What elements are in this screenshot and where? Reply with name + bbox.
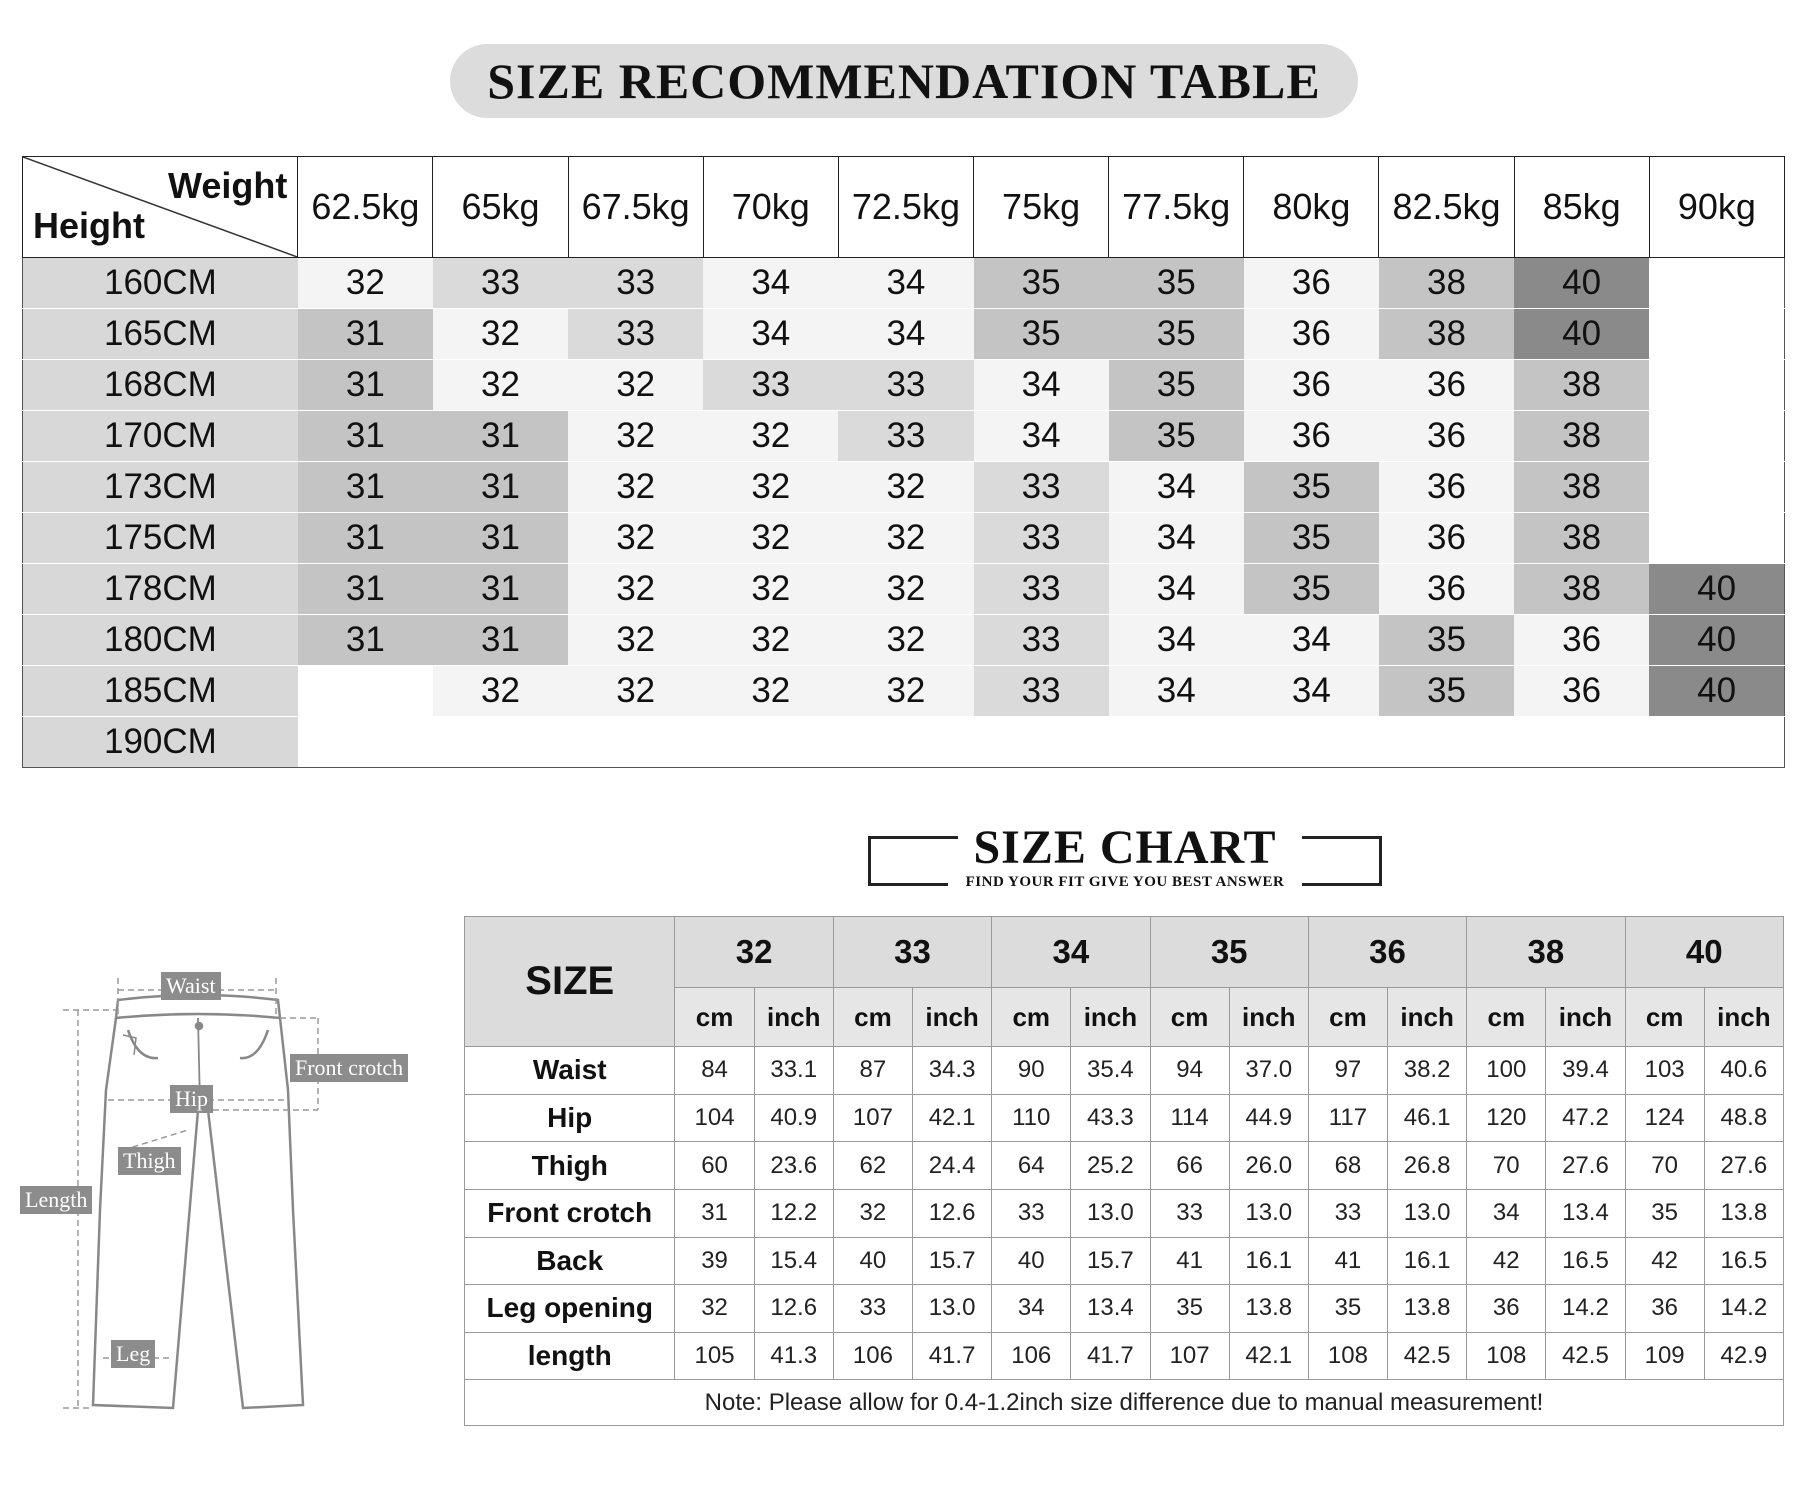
recommended-size-cell: 35 bbox=[974, 258, 1109, 309]
height-row bbox=[23, 717, 1785, 768]
measurement-value: 34 bbox=[1467, 1189, 1546, 1237]
height-label: 160CM bbox=[23, 258, 298, 309]
recommended-size-cell: 35 bbox=[974, 309, 1109, 360]
recommendation-title-banner bbox=[450, 44, 1358, 118]
recommended-size-cell bbox=[1514, 717, 1649, 768]
recommended-size-cell: 38 bbox=[1514, 360, 1649, 411]
height-label: 190CM bbox=[23, 717, 298, 768]
recommended-size-cell bbox=[1649, 717, 1784, 768]
recommended-size-cell: 31 bbox=[298, 513, 433, 564]
recommended-size-cell bbox=[1379, 717, 1514, 768]
measurement-value: 13.0 bbox=[1229, 1189, 1308, 1237]
front-crotch-label: Front crotch bbox=[290, 1054, 408, 1082]
measurement-value: 36 bbox=[1625, 1285, 1704, 1333]
measurement-value: 13.4 bbox=[1071, 1285, 1150, 1333]
measurement-value: 100 bbox=[1467, 1047, 1546, 1095]
measurement-value: 120 bbox=[1467, 1094, 1546, 1142]
measurement-value: 107 bbox=[1150, 1332, 1229, 1380]
measurement-name: Back bbox=[465, 1237, 675, 1285]
recommended-size-cell: 33 bbox=[838, 411, 973, 462]
recommended-size-cell: 34 bbox=[1109, 615, 1244, 666]
measurement-name: Hip bbox=[465, 1094, 675, 1142]
height-label: 168CM bbox=[23, 360, 298, 411]
note-row bbox=[465, 1380, 1784, 1426]
recommended-size-cell: 36 bbox=[1379, 360, 1514, 411]
measurement-value: 60 bbox=[675, 1142, 754, 1190]
pants-measurement-diagram bbox=[18, 960, 458, 1420]
recommended-size-cell: 35 bbox=[1109, 258, 1244, 309]
measurement-value: 33 bbox=[992, 1189, 1071, 1237]
measurement-value: 106 bbox=[833, 1332, 912, 1380]
hip-label: Hip bbox=[170, 1085, 213, 1113]
unit-header: inch bbox=[1229, 988, 1308, 1047]
height-label: 178CM bbox=[23, 564, 298, 615]
recommended-size-cell: 31 bbox=[298, 360, 433, 411]
recommended-size-cell: 31 bbox=[298, 615, 433, 666]
recommended-size-cell bbox=[1649, 258, 1784, 309]
weight-header: 70kg bbox=[703, 157, 838, 258]
height-label: 173CM bbox=[23, 462, 298, 513]
corner-cell bbox=[23, 157, 298, 258]
recommended-size-cell: 33 bbox=[433, 258, 568, 309]
measurement-value: 27.6 bbox=[1546, 1142, 1625, 1190]
recommended-size-cell: 34 bbox=[974, 360, 1109, 411]
measurement-value: 42.9 bbox=[1704, 1332, 1783, 1380]
recommended-size-cell: 40 bbox=[1649, 666, 1784, 717]
measurement-value: 16.5 bbox=[1704, 1237, 1783, 1285]
recommended-size-cell bbox=[1649, 462, 1784, 513]
recommended-size-cell: 32 bbox=[838, 513, 973, 564]
recommended-size-cell: 32 bbox=[433, 309, 568, 360]
measurement-value: 33 bbox=[833, 1285, 912, 1333]
measurement-value: 15.7 bbox=[1071, 1237, 1150, 1285]
unit-header: cm bbox=[1467, 988, 1546, 1047]
recommended-size-cell bbox=[838, 717, 973, 768]
recommended-size-cell: 33 bbox=[974, 462, 1109, 513]
recommended-size-cell: 33 bbox=[568, 258, 703, 309]
recommended-size-cell: 36 bbox=[1244, 360, 1379, 411]
recommended-size-cell: 31 bbox=[298, 309, 433, 360]
measurement-value: 103 bbox=[1625, 1047, 1704, 1095]
measurement-value: 42 bbox=[1625, 1237, 1704, 1285]
recommended-size-cell: 38 bbox=[1514, 564, 1649, 615]
measurement-value: 108 bbox=[1308, 1332, 1387, 1380]
measurement-name: length bbox=[465, 1332, 675, 1380]
measurement-name: Front crotch bbox=[465, 1189, 675, 1237]
weight-header: 72.5kg bbox=[838, 157, 973, 258]
recommended-size-cell: 34 bbox=[703, 309, 838, 360]
recommended-size-cell bbox=[974, 717, 1109, 768]
measurement-value: 41 bbox=[1308, 1237, 1387, 1285]
measurement-value: 37.0 bbox=[1229, 1047, 1308, 1095]
measurement-value: 94 bbox=[1150, 1047, 1229, 1095]
measurement-value: 12.6 bbox=[912, 1189, 991, 1237]
measurement-value: 107 bbox=[833, 1094, 912, 1142]
measurement-value: 33.1 bbox=[754, 1047, 833, 1095]
size-recommendation-table bbox=[22, 156, 1785, 768]
measurement-value: 87 bbox=[833, 1047, 912, 1095]
recommended-size-cell: 33 bbox=[568, 309, 703, 360]
recommended-size-cell: 34 bbox=[1244, 666, 1379, 717]
recommended-size-cell: 34 bbox=[1109, 513, 1244, 564]
measurement-value: 38.2 bbox=[1388, 1047, 1467, 1095]
weight-header-row bbox=[23, 157, 1785, 258]
recommended-size-cell: 36 bbox=[1244, 411, 1379, 462]
recommended-size-cell: 34 bbox=[703, 258, 838, 309]
measurement-value: 39.4 bbox=[1546, 1047, 1625, 1095]
recommended-size-cell: 34 bbox=[1109, 666, 1244, 717]
size-header: 33 bbox=[833, 917, 991, 988]
measurement-value: 16.1 bbox=[1229, 1237, 1308, 1285]
size-header: 40 bbox=[1625, 917, 1783, 988]
height-label: 170CM bbox=[23, 411, 298, 462]
recommended-size-cell: 32 bbox=[703, 411, 838, 462]
recommended-size-cell: 40 bbox=[1649, 564, 1784, 615]
recommendation-title: SIZE RECOMMENDATION TABLE bbox=[487, 53, 1321, 109]
recommended-size-cell: 33 bbox=[974, 564, 1109, 615]
recommended-size-cell: 36 bbox=[1379, 513, 1514, 564]
measurement-value: 33 bbox=[1150, 1189, 1229, 1237]
recommended-size-cell: 31 bbox=[298, 564, 433, 615]
measurement-value: 84 bbox=[675, 1047, 754, 1095]
recommended-size-cell: 32 bbox=[703, 462, 838, 513]
measurement-value: 46.1 bbox=[1388, 1094, 1467, 1142]
size-column-label: SIZE bbox=[465, 917, 675, 1047]
recommended-size-cell: 32 bbox=[568, 411, 703, 462]
height-label: 185CM bbox=[23, 666, 298, 717]
measurement-value: 33 bbox=[1308, 1189, 1387, 1237]
height-row bbox=[23, 360, 1785, 411]
height-row bbox=[23, 309, 1785, 360]
recommended-size-cell: 33 bbox=[974, 513, 1109, 564]
recommended-size-cell: 34 bbox=[1244, 615, 1379, 666]
recommended-size-cell bbox=[703, 717, 838, 768]
measurement-value: 109 bbox=[1625, 1332, 1704, 1380]
recommended-size-cell: 31 bbox=[433, 411, 568, 462]
recommended-size-cell: 40 bbox=[1514, 309, 1649, 360]
measurement-value: 105 bbox=[675, 1332, 754, 1380]
recommended-size-cell: 33 bbox=[838, 360, 973, 411]
measurement-row bbox=[465, 1142, 1784, 1190]
recommended-size-cell: 32 bbox=[568, 513, 703, 564]
measurement-value: 35 bbox=[1150, 1285, 1229, 1333]
size-header: 36 bbox=[1308, 917, 1466, 988]
recommended-size-cell: 36 bbox=[1379, 564, 1514, 615]
height-row bbox=[23, 258, 1785, 309]
weight-header: 62.5kg bbox=[298, 157, 433, 258]
size-chart-subtitle: FIND YOUR FIT GIVE YOU BEST ANSWER bbox=[965, 874, 1285, 890]
unit-header: inch bbox=[754, 988, 833, 1047]
recommended-size-cell: 31 bbox=[433, 615, 568, 666]
recommended-size-cell: 34 bbox=[1109, 564, 1244, 615]
recommended-size-cell: 36 bbox=[1244, 309, 1379, 360]
measurement-value: 35 bbox=[1308, 1285, 1387, 1333]
recommended-size-cell bbox=[1649, 411, 1784, 462]
unit-header: inch bbox=[1071, 988, 1150, 1047]
measurement-value: 32 bbox=[833, 1189, 912, 1237]
recommended-size-cell: 32 bbox=[703, 564, 838, 615]
recommended-size-cell bbox=[1109, 717, 1244, 768]
height-label: 165CM bbox=[23, 309, 298, 360]
size-header: 38 bbox=[1467, 917, 1625, 988]
recommended-size-cell: 35 bbox=[1379, 666, 1514, 717]
weight-header: 77.5kg bbox=[1109, 157, 1244, 258]
measurement-value: 42.5 bbox=[1546, 1332, 1625, 1380]
recommended-size-cell: 36 bbox=[1379, 411, 1514, 462]
unit-header: cm bbox=[1308, 988, 1387, 1047]
recommended-size-cell bbox=[1244, 717, 1379, 768]
measurement-value: 42.1 bbox=[912, 1094, 991, 1142]
recommended-size-cell bbox=[1649, 360, 1784, 411]
measurement-value: 106 bbox=[992, 1332, 1071, 1380]
measurement-value: 114 bbox=[1150, 1094, 1229, 1142]
height-row bbox=[23, 615, 1785, 666]
measurement-value: 47.2 bbox=[1546, 1094, 1625, 1142]
recommended-size-cell: 35 bbox=[1379, 615, 1514, 666]
recommended-size-cell: 33 bbox=[703, 360, 838, 411]
recommended-size-cell: 36 bbox=[1379, 462, 1514, 513]
measurement-value: 117 bbox=[1308, 1094, 1387, 1142]
measurement-row bbox=[465, 1285, 1784, 1333]
measurement-value: 97 bbox=[1308, 1047, 1387, 1095]
weight-header: 85kg bbox=[1514, 157, 1649, 258]
recommended-size-cell: 32 bbox=[838, 564, 973, 615]
recommended-size-cell: 38 bbox=[1514, 462, 1649, 513]
measurement-row bbox=[465, 1237, 1784, 1285]
measurement-value: 44.9 bbox=[1229, 1094, 1308, 1142]
measurement-value: 39 bbox=[675, 1237, 754, 1285]
measurement-value: 66 bbox=[1150, 1142, 1229, 1190]
measurement-value: 14.2 bbox=[1704, 1285, 1783, 1333]
recommended-size-cell: 32 bbox=[568, 462, 703, 513]
measurement-value: 40.6 bbox=[1704, 1047, 1783, 1095]
unit-header: inch bbox=[1704, 988, 1783, 1047]
recommended-size-cell: 32 bbox=[568, 360, 703, 411]
size-chart-heading bbox=[868, 821, 1382, 890]
recommended-size-cell: 31 bbox=[298, 462, 433, 513]
measurement-value: 14.2 bbox=[1546, 1285, 1625, 1333]
recommended-size-cell: 35 bbox=[1244, 564, 1379, 615]
recommended-size-cell: 38 bbox=[1514, 411, 1649, 462]
recommended-size-cell: 32 bbox=[838, 615, 973, 666]
recommended-size-cell: 35 bbox=[1244, 513, 1379, 564]
unit-header: cm bbox=[992, 988, 1071, 1047]
recommended-size-cell bbox=[568, 717, 703, 768]
recommended-size-cell: 35 bbox=[1244, 462, 1379, 513]
recommended-size-cell: 32 bbox=[838, 462, 973, 513]
measurement-value: 16.1 bbox=[1388, 1237, 1467, 1285]
size-chart-table bbox=[464, 916, 1784, 1426]
measurement-value: 13.8 bbox=[1388, 1285, 1467, 1333]
measurement-value: 34 bbox=[992, 1285, 1071, 1333]
measurement-value: 42.1 bbox=[1229, 1332, 1308, 1380]
measurement-value: 13.4 bbox=[1546, 1189, 1625, 1237]
measurement-value: 27.6 bbox=[1704, 1142, 1783, 1190]
unit-header: cm bbox=[1625, 988, 1704, 1047]
measurement-value: 35.4 bbox=[1071, 1047, 1150, 1095]
length-label: Length bbox=[20, 1186, 92, 1214]
recommended-size-cell: 33 bbox=[974, 615, 1109, 666]
measurement-value: 70 bbox=[1467, 1142, 1546, 1190]
waist-label: Waist bbox=[161, 972, 221, 1000]
height-row bbox=[23, 666, 1785, 717]
measurement-row bbox=[465, 1047, 1784, 1095]
recommended-size-cell: 35 bbox=[1109, 411, 1244, 462]
recommended-size-cell: 32 bbox=[298, 258, 433, 309]
height-row bbox=[23, 513, 1785, 564]
measurement-value: 13.8 bbox=[1229, 1285, 1308, 1333]
size-chart-title: SIZE CHART bbox=[973, 821, 1277, 874]
recommended-size-cell: 32 bbox=[568, 666, 703, 717]
measurement-value: 12.2 bbox=[754, 1189, 833, 1237]
recommended-size-cell: 31 bbox=[298, 411, 433, 462]
recommended-size-cell bbox=[433, 717, 568, 768]
recommended-size-cell: 34 bbox=[838, 258, 973, 309]
recommended-size-cell bbox=[298, 666, 433, 717]
measurement-value: 40.9 bbox=[754, 1094, 833, 1142]
measurement-value: 35 bbox=[1625, 1189, 1704, 1237]
measurement-value: 41 bbox=[1150, 1237, 1229, 1285]
size-header: 35 bbox=[1150, 917, 1308, 988]
unit-header: inch bbox=[1388, 988, 1467, 1047]
measurement-value: 13.0 bbox=[912, 1285, 991, 1333]
recommended-size-cell: 31 bbox=[433, 564, 568, 615]
recommended-size-cell: 32 bbox=[433, 666, 568, 717]
recommended-size-cell: 32 bbox=[568, 564, 703, 615]
height-label: 175CM bbox=[23, 513, 298, 564]
measurement-value: 43.3 bbox=[1071, 1094, 1150, 1142]
weight-header: 80kg bbox=[1244, 157, 1379, 258]
recommended-size-cell: 35 bbox=[1109, 360, 1244, 411]
thigh-label: Thigh bbox=[118, 1147, 181, 1175]
measurement-value: 42.5 bbox=[1388, 1332, 1467, 1380]
recommended-size-cell: 34 bbox=[974, 411, 1109, 462]
measurement-value: 24.4 bbox=[912, 1142, 991, 1190]
measurement-value: 41.3 bbox=[754, 1332, 833, 1380]
measurement-value: 13.0 bbox=[1388, 1189, 1467, 1237]
recommended-size-cell: 31 bbox=[433, 462, 568, 513]
recommended-size-cell: 38 bbox=[1379, 309, 1514, 360]
height-label: 180CM bbox=[23, 615, 298, 666]
size-header: 34 bbox=[992, 917, 1150, 988]
measurement-value: 25.2 bbox=[1071, 1142, 1150, 1190]
recommended-size-cell bbox=[298, 717, 433, 768]
weight-header: 67.5kg bbox=[568, 157, 703, 258]
measurement-value: 41.7 bbox=[912, 1332, 991, 1380]
unit-header: cm bbox=[1150, 988, 1229, 1047]
recommended-size-cell: 32 bbox=[568, 615, 703, 666]
height-row bbox=[23, 462, 1785, 513]
measurement-value: 32 bbox=[675, 1285, 754, 1333]
measurement-name: Thigh bbox=[465, 1142, 675, 1190]
measurement-value: 13.8 bbox=[1704, 1189, 1783, 1237]
measurement-value: 40 bbox=[992, 1237, 1071, 1285]
measurement-row bbox=[465, 1094, 1784, 1142]
recommended-size-cell: 35 bbox=[1109, 309, 1244, 360]
weight-header: 65kg bbox=[433, 157, 568, 258]
recommended-size-cell bbox=[1649, 309, 1784, 360]
recommended-size-cell: 32 bbox=[703, 615, 838, 666]
measurement-value: 68 bbox=[1308, 1142, 1387, 1190]
measurement-value: 110 bbox=[992, 1094, 1071, 1142]
measurement-value: 70 bbox=[1625, 1142, 1704, 1190]
unit-header: inch bbox=[1546, 988, 1625, 1047]
measurement-value: 48.8 bbox=[1704, 1094, 1783, 1142]
recommended-size-cell: 36 bbox=[1244, 258, 1379, 309]
recommended-size-cell: 40 bbox=[1649, 615, 1784, 666]
measurement-value: 34.3 bbox=[912, 1047, 991, 1095]
measurement-value: 13.0 bbox=[1071, 1189, 1150, 1237]
measurement-value: 90 bbox=[992, 1047, 1071, 1095]
weight-header: 82.5kg bbox=[1379, 157, 1514, 258]
measurement-row bbox=[465, 1189, 1784, 1237]
measurement-value: 12.6 bbox=[754, 1285, 833, 1333]
size-header: 32 bbox=[675, 917, 833, 988]
measurement-value: 40 bbox=[833, 1237, 912, 1285]
measurement-value: 124 bbox=[1625, 1094, 1704, 1142]
weight-header: 75kg bbox=[974, 157, 1109, 258]
recommended-size-cell: 34 bbox=[1109, 462, 1244, 513]
measurement-value: 108 bbox=[1467, 1332, 1546, 1380]
corner-weight-label: Weight bbox=[167, 165, 288, 206]
recommended-size-cell: 36 bbox=[1514, 615, 1649, 666]
unit-header: cm bbox=[675, 988, 754, 1047]
measurement-row bbox=[465, 1332, 1784, 1380]
recommended-size-cell: 32 bbox=[703, 666, 838, 717]
recommended-size-cell: 34 bbox=[838, 309, 973, 360]
recommended-size-cell: 40 bbox=[1514, 258, 1649, 309]
size-header-row bbox=[465, 917, 1784, 988]
measurement-value: 15.4 bbox=[754, 1237, 833, 1285]
recommended-size-cell: 32 bbox=[838, 666, 973, 717]
recommended-size-cell: 38 bbox=[1379, 258, 1514, 309]
measurement-name: Leg opening bbox=[465, 1285, 675, 1333]
measurement-value: 42 bbox=[1467, 1237, 1546, 1285]
recommended-size-cell: 31 bbox=[433, 513, 568, 564]
measurement-value: 64 bbox=[992, 1142, 1071, 1190]
measurement-value: 16.5 bbox=[1546, 1237, 1625, 1285]
recommended-size-cell: 38 bbox=[1514, 513, 1649, 564]
recommended-size-cell: 32 bbox=[433, 360, 568, 411]
measurement-value: 15.7 bbox=[912, 1237, 991, 1285]
unit-header: cm bbox=[833, 988, 912, 1047]
measurement-value: 31 bbox=[675, 1189, 754, 1237]
recommended-size-cell bbox=[1649, 513, 1784, 564]
height-row bbox=[23, 411, 1785, 462]
recommended-size-cell: 33 bbox=[974, 666, 1109, 717]
measurement-name: Waist bbox=[465, 1047, 675, 1095]
height-row bbox=[23, 564, 1785, 615]
unit-header: inch bbox=[912, 988, 991, 1047]
weight-header: 90kg bbox=[1649, 157, 1784, 258]
measurement-value: 26.8 bbox=[1388, 1142, 1467, 1190]
leg-label: Leg bbox=[111, 1340, 155, 1368]
measurement-note: Note: Please allow for 0.4-1.2inch size difference due to manual measurement! bbox=[465, 1380, 1784, 1426]
measurement-value: 62 bbox=[833, 1142, 912, 1190]
measurement-value: 26.0 bbox=[1229, 1142, 1308, 1190]
recommended-size-cell: 32 bbox=[703, 513, 838, 564]
measurement-value: 36 bbox=[1467, 1285, 1546, 1333]
measurement-value: 23.6 bbox=[754, 1142, 833, 1190]
recommended-size-cell: 36 bbox=[1514, 666, 1649, 717]
corner-height-label: Height bbox=[33, 205, 145, 246]
measurement-value: 41.7 bbox=[1071, 1332, 1150, 1380]
measurement-value: 104 bbox=[675, 1094, 754, 1142]
